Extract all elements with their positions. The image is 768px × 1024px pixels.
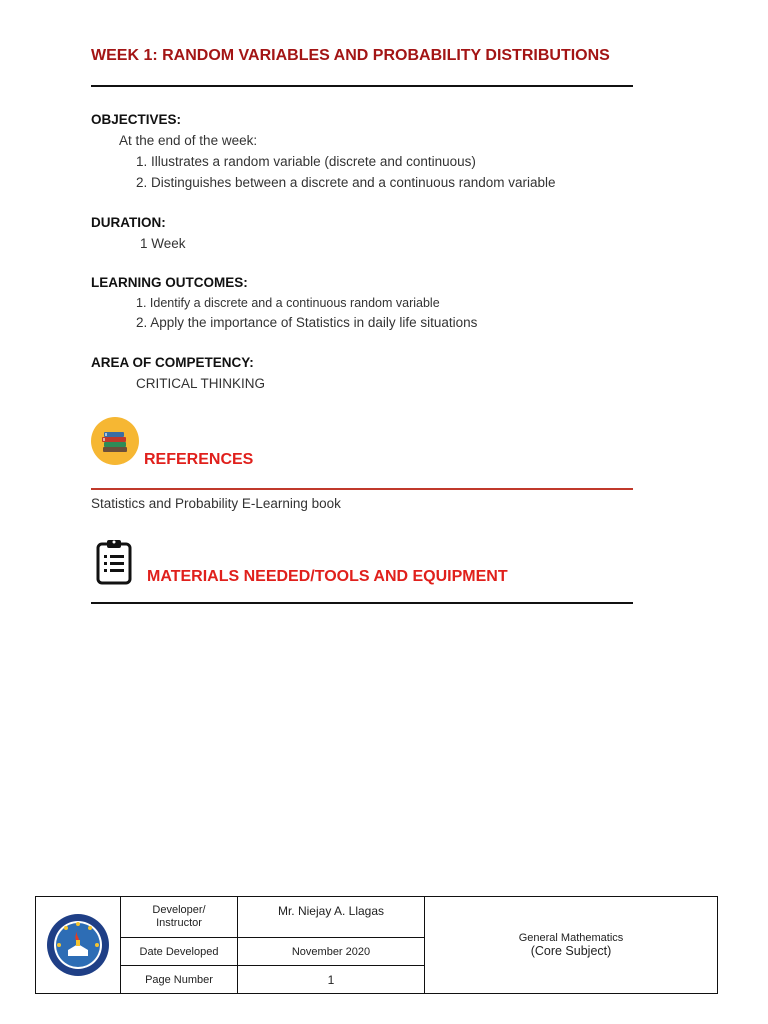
objectives-intro: At the end of the week: [119, 133, 258, 148]
references-heading: REFERENCES [144, 451, 254, 468]
competency-heading: AREA OF COMPETENCY: [91, 355, 254, 370]
outcome-item-2: 2. Apply the importance of Statistics in daily life situations [136, 315, 478, 330]
date-value: November 2020 [291, 945, 371, 958]
developer-label: Developer/ Instructor [152, 904, 206, 929]
footer-table [35, 896, 718, 994]
developer-value: Mr. Niejay A. Llagas [277, 904, 385, 918]
references-text: Statistics and Probability E-Learning book [91, 496, 341, 511]
objectives-heading: OBJECTIVES: [91, 112, 182, 127]
subject-name: General Mathematics [518, 932, 624, 944]
duration-heading: DURATION: [91, 215, 166, 230]
competency-value: CRITICAL THINKING [136, 376, 266, 391]
clipboard-icon [95, 538, 133, 591]
references-divider [91, 488, 633, 490]
title-divider [91, 85, 633, 87]
objective-item-2: 2. Distinguishes between a discrete and a continuous random variable [136, 175, 556, 190]
books-icon [91, 417, 139, 465]
subject-type: (Core Subject) [530, 944, 612, 958]
outcome-item-1: 1. Identify a discrete and a continuous random variable [136, 296, 440, 310]
date-label: Date Developed [139, 945, 219, 958]
duration-value: 1 Week [140, 236, 186, 251]
page-title: WEEK 1: RANDOM VARIABLES AND PROBABILITY DISTRIBUTIONS [91, 47, 610, 64]
objective-item-1: 1. Illustrates a random variable (discrete and continuous) [136, 154, 476, 169]
page-number-value: 1 [327, 972, 335, 987]
learning-outcomes-heading: LEARNING OUTCOMES: [91, 275, 248, 290]
page-number-label: Page Number [145, 973, 213, 986]
materials-divider [91, 602, 633, 604]
materials-heading: MATERIALS NEEDED/TOOLS AND EQUIPMENT [147, 568, 508, 585]
subject-cell [425, 897, 717, 993]
school-seal [36, 897, 120, 993]
